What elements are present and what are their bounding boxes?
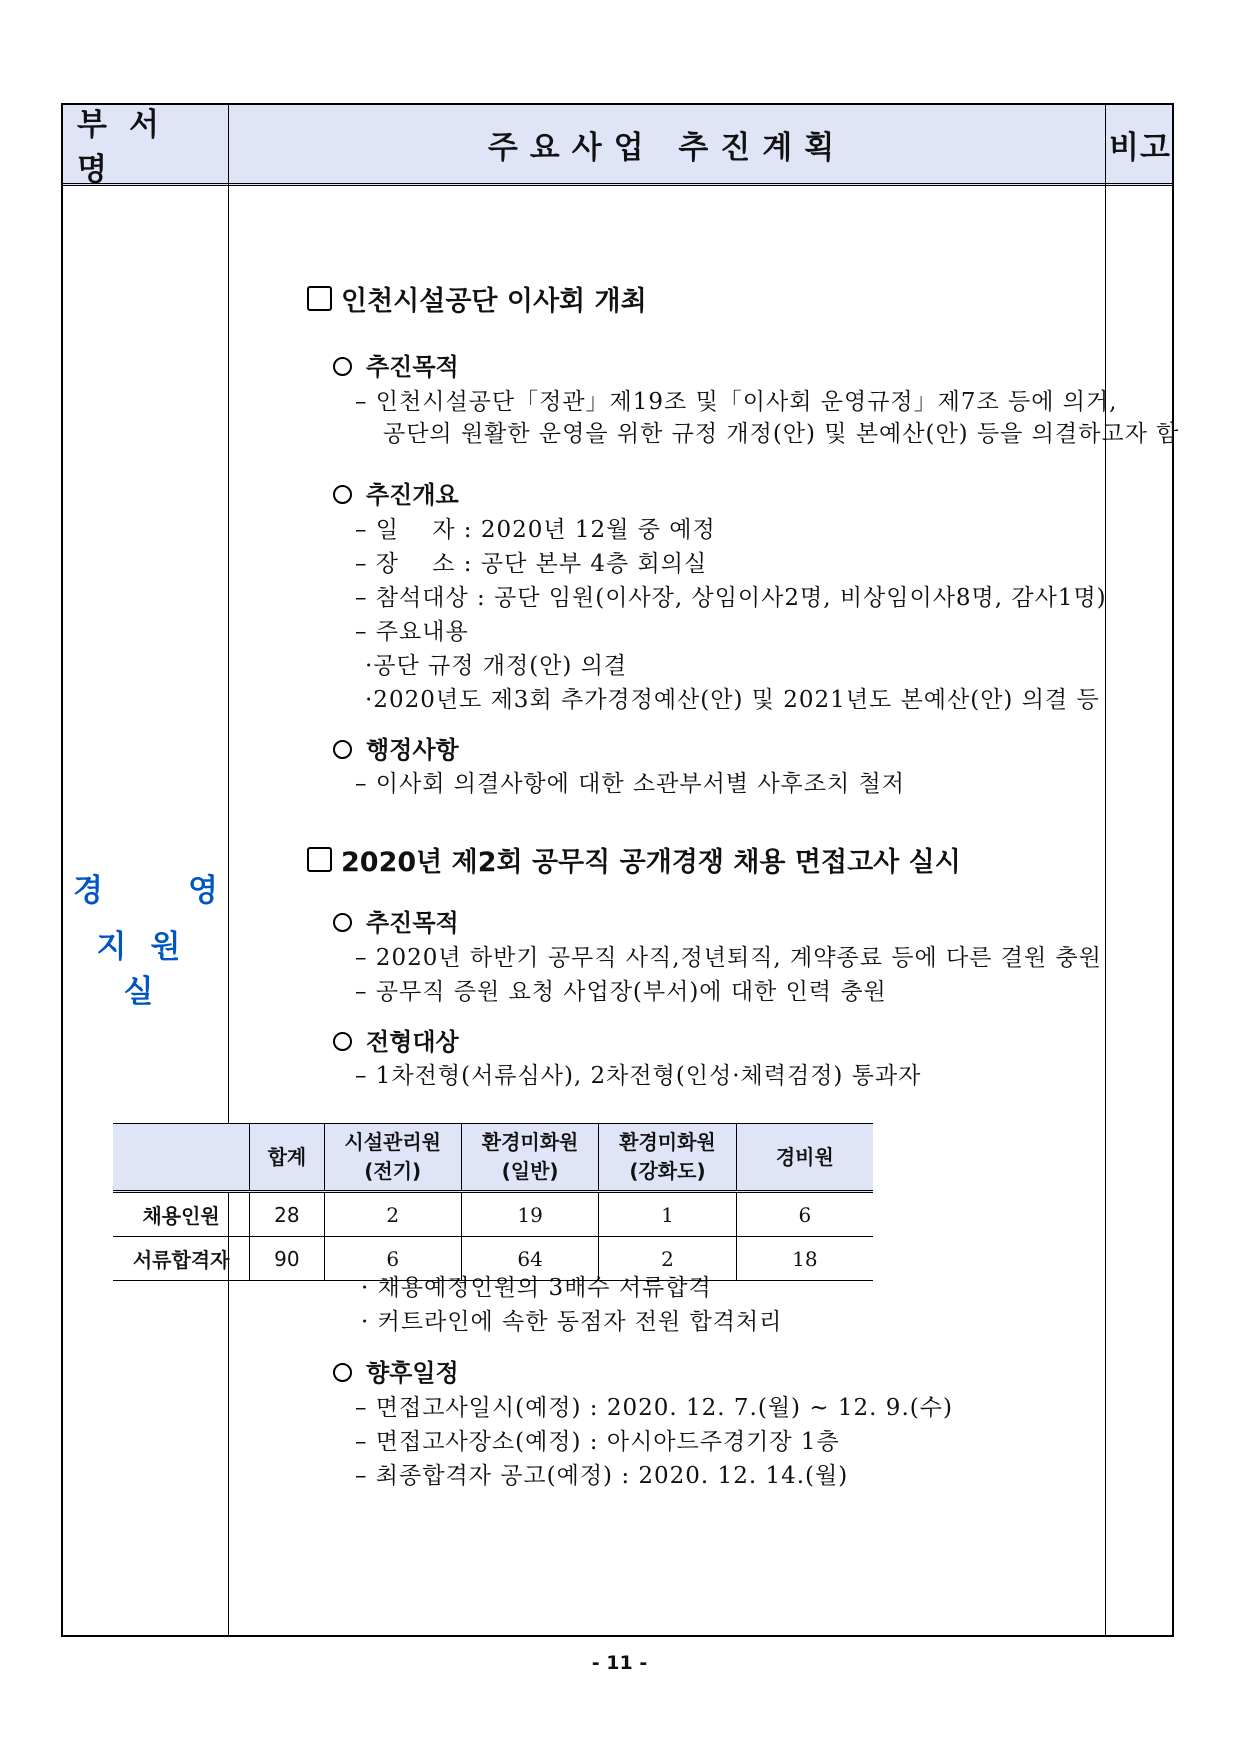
- text-line: · 커트라인에 속한 동점자 전원 합격처리: [361, 1309, 783, 1335]
- circle-bullet-icon: [333, 1363, 352, 1382]
- text-line: – 2020년 하반기 공무직 사직,정년퇴직, 계약종료 등에 다른 결원 충원: [355, 945, 1102, 971]
- department-name-line2: 지원실: [96, 929, 205, 1010]
- department-char: 영: [188, 873, 218, 909]
- subsection-title: [333, 1353, 459, 1388]
- subsection-text: 추진목적: [366, 353, 459, 381]
- table-cell: 2: [324, 1192, 461, 1237]
- table-cell: 28: [250, 1192, 324, 1237]
- subsection-text: 향후일정: [366, 1359, 459, 1387]
- header-note: 비고: [1109, 129, 1171, 166]
- header-dept: 부서명: [77, 107, 181, 188]
- table-header-cell: 합계: [250, 1124, 324, 1192]
- column-divider: [1105, 105, 1106, 1635]
- subsection-text: 추진개요: [366, 481, 459, 509]
- text-line: – 면접고사일시(예정) : 2020. 12. 7.(월) ~ 12. 9.(수): [355, 1395, 953, 1421]
- text-line: – 공무직 증원 요청 사업장(부서)에 대한 인력 충원: [355, 979, 887, 1005]
- table-cell: 64: [461, 1237, 598, 1281]
- table-cell: 6: [736, 1192, 873, 1237]
- table-header-cell: [113, 1124, 250, 1192]
- checkbox-square-icon: [307, 847, 332, 872]
- checkbox-square-icon: [307, 286, 332, 311]
- plan-table-frame: [61, 103, 1180, 1637]
- table-header-cell: 경비원: [736, 1124, 873, 1192]
- department-name-line1: [63, 865, 228, 910]
- table-cell: 6: [324, 1237, 461, 1281]
- circle-bullet-icon: [333, 1032, 352, 1051]
- circle-bullet-icon: [333, 357, 352, 376]
- page-number: - 11 -: [591, 1652, 648, 1674]
- circle-bullet-icon: [333, 913, 352, 932]
- section-title-text: 인천시설공단 이사회 개최: [341, 286, 647, 317]
- table-cell: 90: [250, 1237, 324, 1281]
- text-line: – 장 소 : 공단 본부 4층 회의실: [355, 551, 708, 577]
- table-cell: 18: [736, 1237, 873, 1281]
- text-line: – 주요내용: [355, 619, 469, 645]
- table-header-row: [113, 1124, 873, 1192]
- table-cell: 19: [461, 1192, 598, 1237]
- table-header-cell: 시설관리원 (전기): [324, 1124, 461, 1192]
- text-line: 공단의 원활한 운영을 위한 규정 개정(안) 및 본예산(안) 등을 의결하고자 함: [383, 421, 1180, 447]
- text-line: ·2020년도 제3회 추가경정예산(안) 및 2021년도 본예산(안) 의결 등: [365, 687, 1100, 713]
- text-line: – 참석대상 : 공단 임원(이사장, 상임이사2명, 비상임이사8명, 감사1명): [355, 585, 1107, 611]
- table-row: [113, 1192, 873, 1237]
- section-title: [307, 840, 961, 879]
- text-line: – 인천시설공단「정관」제19조 및「이사회 운영규정」제7조 등에 의거,: [355, 389, 1118, 415]
- subsection-text: 추진목적: [366, 909, 459, 937]
- circle-bullet-icon: [333, 740, 352, 759]
- recruitment-table: [113, 1123, 873, 1281]
- text-line: – 일 자 : 2020년 12월 중 예정: [355, 517, 716, 543]
- subsection-title: [333, 1022, 459, 1057]
- text-line: – 면접고사장소(예정) : 아시아드주경기장 1층: [355, 1429, 840, 1455]
- subsection-text: 행정사항: [366, 736, 459, 764]
- text-line: – 최종합격자 공고(예정) : 2020. 12. 14.(월): [355, 1463, 849, 1489]
- section-title: [307, 279, 647, 318]
- column-divider: [228, 105, 229, 1635]
- subsection-title: [333, 475, 459, 510]
- text-line: – 1차전형(서류심사), 2차전형(인성·체력검정) 통과자: [355, 1063, 922, 1089]
- table-cell: 채용인원: [113, 1192, 250, 1237]
- subsection-text: 전형대상: [366, 1028, 459, 1056]
- circle-bullet-icon: [333, 485, 352, 504]
- text-line: – 이사회 의결사항에 대한 소관부서별 사후조치 철저: [355, 771, 905, 797]
- subsection-title: [333, 903, 459, 938]
- text-line: · 채용예정인원의 3배수 서류합격: [361, 1275, 712, 1301]
- table-cell: 2: [599, 1237, 736, 1281]
- header-plan: 주요사업 추진계획: [487, 129, 847, 166]
- section-title-text: 2020년 제2회 공무직 공개경쟁 채용 면접고사 실시: [341, 847, 961, 878]
- text-line: ·공단 규정 개정(안) 의결: [365, 653, 628, 679]
- subsection-title: [333, 347, 459, 382]
- department-char: 경: [73, 873, 103, 909]
- table-header-cell: 환경미화원 (강화도): [599, 1124, 736, 1192]
- table-header-cell: 환경미화원 (일반): [461, 1124, 598, 1192]
- subsection-title: [333, 730, 459, 765]
- table-cell: 서류합격자: [113, 1237, 250, 1281]
- table-cell: 1: [599, 1192, 736, 1237]
- table-row: [113, 1237, 873, 1281]
